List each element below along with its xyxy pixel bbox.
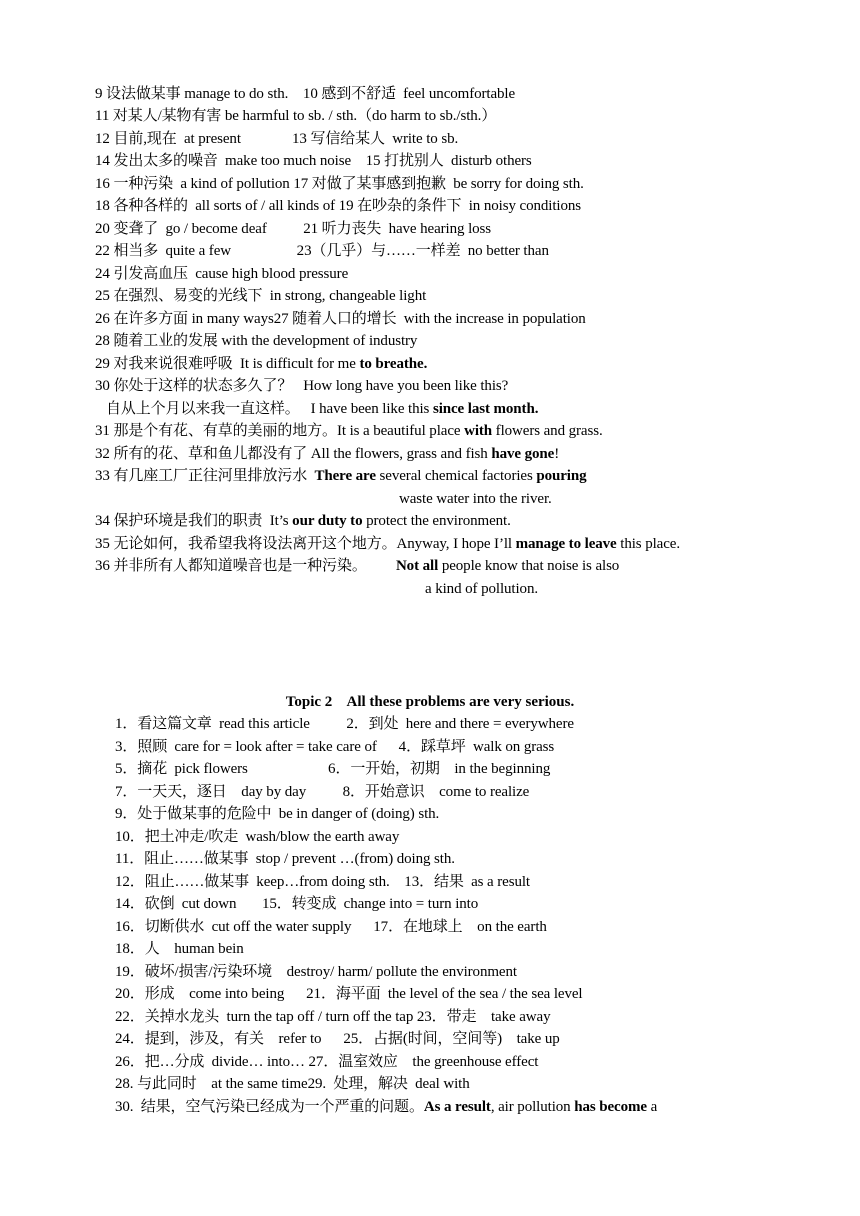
sentence-text: 33 有几座工厂正往河里排放污水 (95, 468, 315, 484)
sentence-line-31 (95, 421, 603, 441)
phrase-line: 28 随着工业的发展 with the development of industry (95, 333, 418, 349)
phrase-line: 14．砍倒 cut down 15．转变成 change into = turn into (115, 896, 479, 912)
phrase-line: 9．处于做某事的危险中 be in danger of (doing) sth. (115, 806, 440, 822)
sentence-text: this place. (616, 536, 680, 552)
sentence-bold-text: with (464, 423, 493, 439)
phrase-line: 28. 与此同时 at the same time29. 处理，解决 deal with (115, 1076, 470, 1092)
phrase-line: 20．形成 come into being 21．海平面 the level of the sea / the sea level (115, 986, 583, 1002)
phrase-line: 1．看这篇文章 read this article 2．到处 here and there = everywhere (115, 716, 574, 732)
sentence-text: 36 并非所有人都知道噪音也是一种污染。 (95, 558, 396, 574)
phrase-line: 10．把土冲走/吹走 wash/blow the earth away (115, 829, 400, 845)
phrase-line: 11．阻止……做某事 stop / prevent …(from) doing sth. (115, 851, 455, 867)
sentence-line-36-continued: a kind of pollution. (425, 581, 538, 597)
sentence-line-33 (95, 466, 587, 486)
phrase-line: 3．照顾 care for = look after = take care of 4．踩草坪 walk on grass (115, 739, 555, 755)
sentence-line-29 (95, 354, 427, 374)
phrase-line: 11 对某人/某物有害 be harmful to sb. / sth.（do harm to sb./sth.） (95, 108, 497, 124)
sentence-line-35 (95, 534, 680, 554)
sentence-text: a (646, 1099, 658, 1115)
sentence-bold-text: has become (574, 1099, 647, 1115)
sentence-text: protect the environment. (362, 513, 511, 529)
phrase-line: 22 相当多 quite a few 23（几乎）与……一样差 no better than (95, 243, 549, 259)
sentence-bold-text: to breathe. (359, 356, 428, 372)
phrase-line: 26．把…分成 divide… into… 27．温室效应 the greenhouse effect (115, 1054, 539, 1070)
phrase-line: 7．一天天，逐日 day by day 8．开始意识 come to realize (115, 784, 530, 800)
phrase-line: 26 在许多方面 in many ways27 随着人口的增长 with the increase in population (95, 311, 586, 327)
sentence-bold-text: There are (314, 468, 376, 484)
sentence-text: several chemical factories (375, 468, 537, 484)
phrase-line: 22．关掉水龙头 turn the tap off / turn off the tap 23．带走 take away (115, 1009, 551, 1025)
sentence-bold-text: pouring (536, 468, 587, 484)
sentence-bold-text: As a result (423, 1099, 491, 1115)
phrase-line: 16 一种污染 a kind of pollution 17 对做了某事感到抱歉 be sorry for doing sth. (95, 176, 584, 192)
sentence-text: 30. 结果，空气污染已经成为一个严重的问题。 (115, 1099, 424, 1115)
phrase-line: 9 设法做某事 manage to do sth. 10 感到不舒适 feel uncomfortable (95, 86, 516, 102)
sentence-text: , air pollution (490, 1099, 575, 1115)
phrase-line: 24．提到，涉及，有关 refer to 25．占据(时间，空间等) take up (115, 1031, 560, 1047)
sentence-bold-text: Not all (395, 558, 439, 574)
sentence-text: 29 对我来说很难呼吸 It is difficult for me (95, 356, 360, 372)
phrase-line: 14 发出太多的噪音 make too much noise 15 打扰别人 disturb others (95, 153, 532, 169)
phrase-line: 24 引发高血压 cause high blood pressure (95, 266, 349, 282)
phrase-line: 12．阻止……做某事 keep…from doing sth. 13．结果 as a result (115, 874, 530, 890)
sentence-text: ! (554, 446, 560, 462)
sentence-bold-text: manage to leave (515, 536, 617, 552)
topic-title: Topic 2 All these problems are very serious. (285, 694, 575, 710)
sentence-text: 32 所有的花、草和鱼儿都没有了 All the flowers, grass and fish (95, 446, 492, 462)
phrase-line: 16．切断供水 cut off the water supply 17．在地球上 on the earth (115, 919, 547, 935)
sentence-line-30: 30 你处于这样的状态多久了？ How long have you been like this? (95, 378, 509, 394)
phrase-line: 18．人 human bein (115, 941, 244, 957)
sentence-text: 34 保护环境是我们的职责 It’s (95, 513, 293, 529)
sentence-bold-text: have gone (491, 446, 555, 462)
sentence-line-33-continued: waste water into the river. (399, 491, 552, 507)
sentence-text: people know that noise is also (438, 558, 620, 574)
sentence-line-36 (95, 556, 619, 576)
sentence-line-s2-30 (115, 1097, 657, 1117)
sentence-text: flowers and grass. (492, 423, 603, 439)
sentence-bold-text: since last month. (432, 401, 539, 417)
sentence-line-30-answer (95, 399, 538, 419)
phrase-line: 19．破坏/损害/污染环境 destroy/ harm/ pollute the environment (115, 964, 517, 980)
phrase-line: 12 目前,现在 at present 13 写信给某人 write to sb. (95, 131, 459, 147)
sentence-bold-text: our duty to (292, 513, 363, 529)
sentence-text: 35 无论如何，我希望我将设法离开这个地方。Anyway, I hope I’ll (95, 536, 516, 552)
sentence-text: 31 那是个有花、有草的美丽的地方。It is a beautiful place (95, 423, 465, 439)
phrase-line: 20 变聋了 go / become deaf 21 听力丧失 have hearing loss (95, 221, 492, 237)
sentence-line-34 (95, 511, 511, 531)
phrase-line: 18 各种各样的 all sorts of / all kinds of 19 在吵杂的条件下 in noisy conditions (95, 198, 582, 214)
phrase-line: 5．摘花 pick flowers 6．一开始，初期 in the beginning (115, 761, 551, 777)
sentence-line-32 (95, 444, 559, 464)
phrase-line: 25 在强烈、易变的光线下 in strong, changeable light (95, 288, 427, 304)
sentence-text: 自从上个月以来我一直这样。 I have been like this (95, 401, 433, 417)
